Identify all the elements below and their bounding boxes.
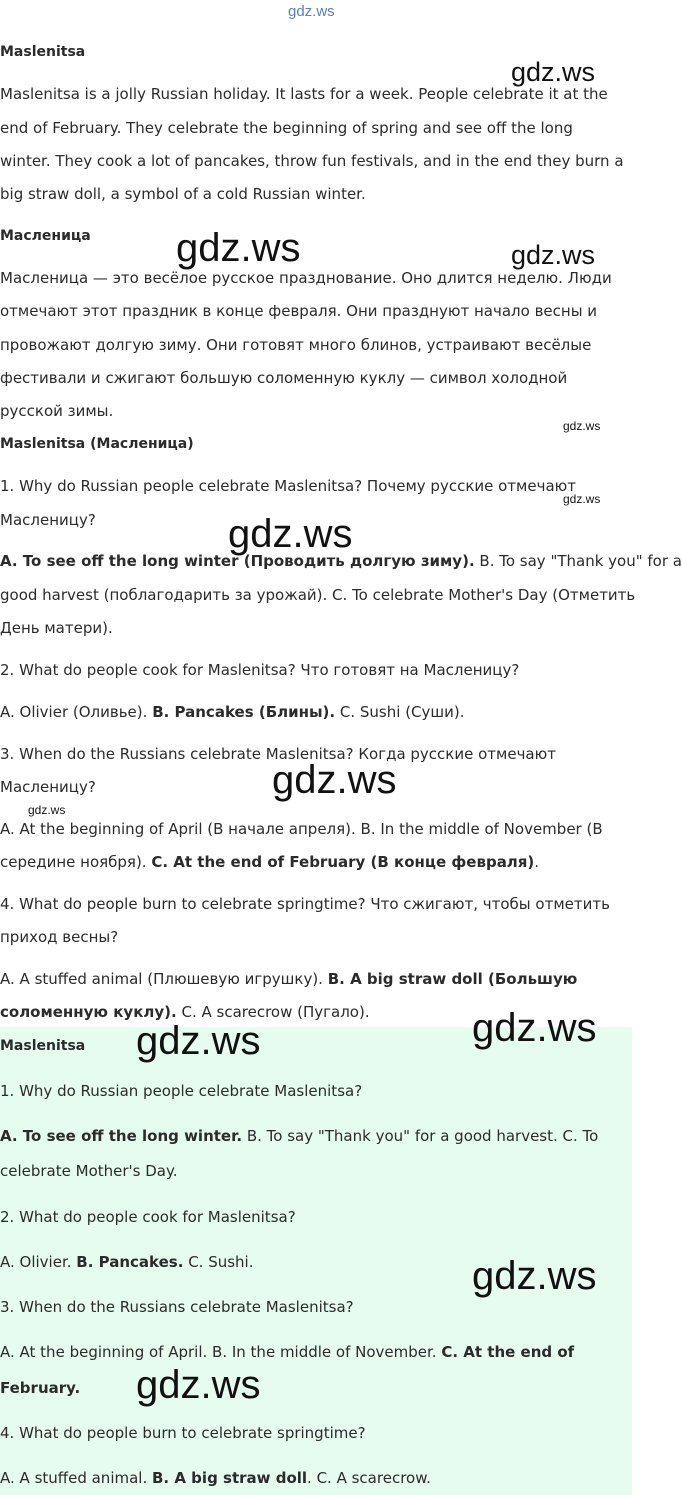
watermark: gdz.ws [136, 1019, 261, 1063]
watermark: gdz.ws [176, 226, 301, 270]
question-4: 4. What do people burn to celebrate springtime? Что сжигают, чтобы отметить [0, 895, 610, 913]
correct-answer: February. [0, 1379, 81, 1397]
answer-3-line [0, 1379, 80, 1397]
answer-1-line: celebrate Mother's Day. [0, 1162, 178, 1180]
en-para-line: end of February. They celebrate the beginning of spring and see off the long [0, 119, 573, 137]
ru-para-line: провожают долгую зиму. Они готовят много блинов, устраивают весёлые [0, 336, 592, 354]
correct-answer: C. At the end of February (В конце февраля) [151, 853, 535, 871]
answer-1-line: good harvest (поблагодарить за урожай). C. To celebrate Mother's Day (Отметить [0, 586, 636, 604]
ru-para-line: русской зимы. [0, 402, 114, 420]
ru-para-line: фестивали и сжигают большую соломенную куклу — символ холодной [0, 369, 568, 387]
answer-2-line: A. Olivier (Оливье). B. Pancakes (Блины). C. Sushi (Суши). [0, 703, 465, 721]
watermark: gdz.ws [563, 419, 601, 433]
watermark: gdz.ws [472, 1254, 597, 1298]
question-3: 3. When do the Russians celebrate Maslenitsa? [0, 1298, 354, 1316]
question-1: 1. Why do Russian people celebrate Maslenitsa? [0, 1082, 363, 1100]
answer-4-line: A. A stuffed animal (Плюшевую игрушку). B. A big straw doll (Большую [0, 970, 578, 988]
correct-answer: соломенную куклу). [0, 1003, 177, 1021]
question-1: 1. Why do Russian people celebrate Maslenitsa? Почему русские отмечают [0, 477, 577, 495]
answer-1-line: День матери). [0, 619, 113, 637]
correct-answer: B. Pancakes. [76, 1253, 184, 1271]
answer-3-line: A. At the beginning of April. B. In the middle of November. C. At the end of [0, 1343, 575, 1361]
correct-answer: B. A big straw doll (Большую [327, 970, 578, 988]
watermark: gdz.ws [136, 1363, 261, 1407]
answer-1-line: A. To see off the long winter (Проводить долгую зиму). B. To say "Thank you" for a [0, 552, 682, 570]
watermark-top: gdz.ws [288, 3, 335, 20]
quiz-en-title: Maslenitsa [0, 1038, 86, 1054]
question-1-cont: Масленицу? [0, 511, 96, 529]
watermark: gdz.ws [563, 492, 601, 506]
ru-para-line: отмечают этот праздник в конце февраля. Они празднуют начало весны и [0, 302, 598, 320]
question-3-cont: Масленицу? [0, 778, 96, 796]
watermark: gdz.ws [228, 512, 353, 556]
question-4-cont: приход весны? [0, 928, 119, 946]
answer-3-line: A. At the beginning of April (В начале апреля). B. In the middle of November (В [0, 820, 603, 838]
en-para-line: big straw doll, a symbol of a cold Russian winter. [0, 185, 366, 203]
watermark: gdz.ws [511, 240, 596, 270]
en-para-line: Maslenitsa is a jolly Russian holiday. It lasts for a week. People celebrate it at the [0, 85, 608, 103]
answer-2-line: A. Olivier. B. Pancakes. C. Sushi. [0, 1253, 254, 1271]
watermark: gdz.ws [272, 758, 397, 802]
question-2: 2. What do people cook for Maslenitsa? [0, 1208, 296, 1226]
question-4: 4. What do people burn to celebrate springtime? [0, 1424, 366, 1442]
en-title: Maslenitsa [0, 44, 86, 60]
watermark: gdz.ws [472, 1006, 597, 1050]
ru-para-line: Масленица — это весёлое русское празднование. Оно длится неделю. Люди [0, 269, 612, 287]
correct-answer: A. To see off the long winter (Проводить долгую зиму). [0, 552, 475, 570]
watermark: gdz.ws [28, 803, 66, 817]
answer-1-line: A. To see off the long winter. B. To say "Thank you" for a good harvest. C. To [0, 1127, 599, 1145]
watermark: gdz.ws [511, 57, 596, 87]
en-para-line: winter. They cook a lot of pancakes, throw fun festivals, and in the end they burn a [0, 152, 624, 170]
quiz-bilingual-title: Maslenitsa (Масленица) [0, 436, 194, 452]
answer-4-line: соломенную куклу). C. A scarecrow (Пугало). [0, 1003, 370, 1021]
answer-3-line: середине ноября). C. At the end of February (В конце февраля). [0, 853, 540, 871]
question-3: 3. When do the Russians celebrate Maslenitsa? Когда русские отмечают [0, 745, 556, 763]
answer-4-line: A. A stuffed animal. B. A big straw doll. C. A scarecrow. [0, 1469, 431, 1487]
correct-answer: B. Pancakes (Блины). [152, 703, 336, 721]
correct-answer: A. To see off the long winter. [0, 1127, 243, 1145]
correct-answer: C. At the end of [441, 1343, 575, 1361]
correct-answer: B. A big straw doll [152, 1469, 308, 1487]
ru-title: Масленица [0, 228, 91, 244]
question-2: 2. What do people cook for Maslenitsa? Что готовят на Масленицу? [0, 661, 520, 679]
